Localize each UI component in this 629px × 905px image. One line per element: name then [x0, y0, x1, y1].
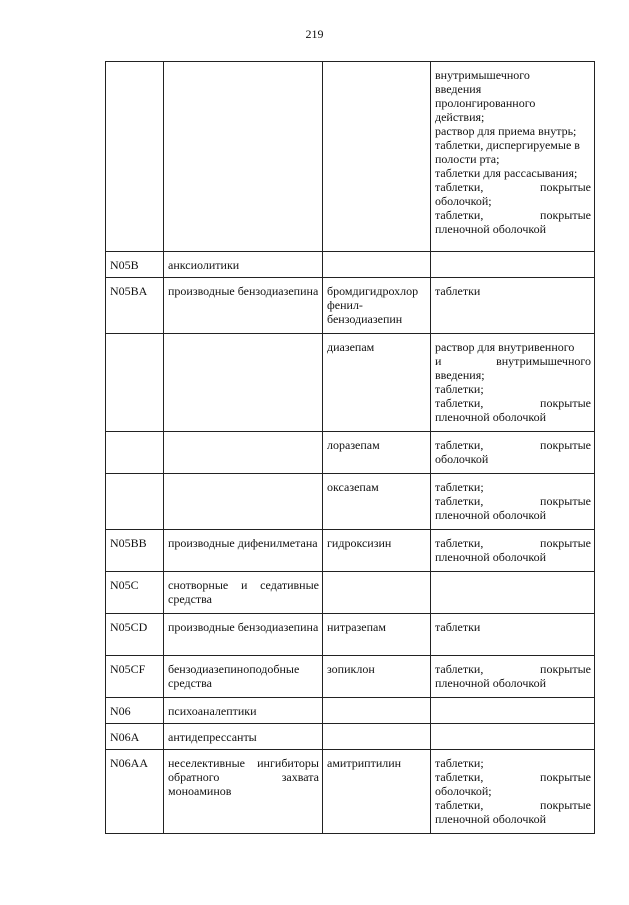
dosage-form-line: пролонгированного	[435, 96, 536, 110]
atc-code-cell	[106, 62, 164, 252]
drug-name-cell: лоразепам	[323, 432, 431, 474]
dosage-form-cell	[431, 474, 595, 530]
atc-code-cell: N05CD	[106, 614, 164, 656]
group-cell	[164, 334, 323, 432]
dosage-form-cell	[431, 698, 595, 724]
dosage-form-line: раствор для внутривенного	[435, 340, 575, 354]
dosage-form-line: таблетки, покрытые	[435, 536, 591, 550]
dosage-form-line: пленочной оболочкой	[435, 410, 547, 424]
dosage-form-cell	[431, 252, 595, 278]
group-cell: анксиолитики	[164, 252, 323, 278]
dosage-form-line: оболочкой;	[435, 194, 492, 208]
atc-code-cell: N05B	[106, 252, 164, 278]
dosage-form-line: таблетки, покрытые	[435, 798, 591, 812]
dosage-form-line: раствор для приема внутрь;	[435, 124, 577, 138]
atc-code-cell: N05BA	[106, 278, 164, 334]
dosage-form-cell	[431, 656, 595, 698]
drug-name-cell: нитразепам	[323, 614, 431, 656]
drug-name-cell: диазепам	[323, 334, 431, 432]
drug-name-cell: бромдигидрохлор фенил-бензодиазепин	[323, 278, 431, 334]
dosage-form-cell	[431, 724, 595, 750]
table-row	[106, 474, 595, 530]
dosage-form-cell	[431, 572, 595, 614]
drug-name-cell: амитриптилин	[323, 750, 431, 834]
dosage-form-line: таблетки;	[435, 756, 484, 770]
dosage-form-line: таблетки;	[435, 480, 484, 494]
dosage-form-cell	[431, 278, 595, 334]
dosage-form-line: оболочкой;	[435, 784, 492, 798]
atc-code-cell: N05BB	[106, 530, 164, 572]
group-cell: производные бензодиазепина	[164, 614, 323, 656]
drug-name-cell	[323, 62, 431, 252]
dosage-form-cell	[431, 530, 595, 572]
dosage-form-line: таблетки, покрытые	[435, 208, 591, 222]
table-row	[106, 432, 595, 474]
table-row	[106, 278, 595, 334]
dosage-form-line: и внутримышечного	[435, 354, 591, 368]
group-cell: производные бензодиазепина	[164, 278, 323, 334]
dosage-form-line: таблетки;	[435, 382, 484, 396]
dosage-form-line: таблетки, покрытые	[435, 770, 591, 784]
atc-code-cell: N06AA	[106, 750, 164, 834]
dosage-form-line: введения;	[435, 368, 485, 382]
table-row	[106, 62, 595, 252]
atc-code-cell	[106, 334, 164, 432]
table-row	[106, 750, 595, 834]
dosage-form-line: таблетки, покрытые	[435, 662, 591, 676]
page-number: 219	[305, 27, 324, 41]
dosage-form-cell	[431, 62, 595, 252]
atc-code-cell	[106, 474, 164, 530]
group-cell: бензодиазепиноподобные средства	[164, 656, 323, 698]
dosage-form-line: пленочной оболочкой	[435, 508, 547, 522]
dosage-form-line: действия;	[435, 110, 485, 124]
table-row	[106, 614, 595, 656]
dosage-form-line: таблетки, покрытые	[435, 438, 591, 452]
drug-name-cell: гидроксизин	[323, 530, 431, 572]
drug-name-cell: оксазепам	[323, 474, 431, 530]
group-cell: производные дифенилметана	[164, 530, 323, 572]
table-row	[106, 334, 595, 432]
dosage-form-line: таблетки, покрытые	[435, 180, 591, 194]
dosage-form-line: таблетки	[435, 284, 481, 298]
table-row	[106, 656, 595, 698]
group-cell: снотворные и седативные средства	[164, 572, 323, 614]
table-row	[106, 530, 595, 572]
drug-name-cell	[323, 724, 431, 750]
dosage-form-cell	[431, 334, 595, 432]
group-cell: психоаналептики	[164, 698, 323, 724]
dosage-form-line: пленочной оболочкой	[435, 676, 547, 690]
atc-code-cell	[106, 432, 164, 474]
table-row	[106, 698, 595, 724]
group-cell	[164, 432, 323, 474]
table-row	[106, 572, 595, 614]
dosage-form-cell	[431, 432, 595, 474]
table-row	[106, 724, 595, 750]
atc-code-cell: N06A	[106, 724, 164, 750]
dosage-form-line: введения	[435, 82, 482, 96]
atc-code-cell: N05CF	[106, 656, 164, 698]
atc-code-cell: N05C	[106, 572, 164, 614]
dosage-form-cell	[431, 614, 595, 656]
dosage-form-cell	[431, 750, 595, 834]
dosage-form-line: таблетки, диспергируемые в	[435, 138, 580, 152]
dosage-form-line: таблетки	[435, 620, 481, 634]
dosage-form-line: таблетки для рассасывания;	[435, 166, 578, 180]
drug-name-cell	[323, 698, 431, 724]
dosage-form-line: пленочной оболочкой	[435, 222, 547, 236]
table-row	[106, 252, 595, 278]
drug-name-cell: зопиклон	[323, 656, 431, 698]
group-cell	[164, 474, 323, 530]
dosage-form-line: пленочной оболочкой	[435, 550, 547, 564]
dosage-form-line: внутримышечного	[435, 68, 530, 82]
atc-code-cell: N06	[106, 698, 164, 724]
group-cell: неселективные ингибиторы обратного захвата моноаминов	[164, 750, 323, 834]
dosage-form-line: таблетки, покрытые	[435, 494, 591, 508]
group-cell: антидепрессанты	[164, 724, 323, 750]
dosage-form-line: полости рта;	[435, 152, 500, 166]
dosage-form-line: оболочкой	[435, 452, 489, 466]
group-cell	[164, 62, 323, 252]
drug-name-cell	[323, 252, 431, 278]
drug-table	[105, 61, 595, 834]
dosage-form-line: пленочной оболочкой	[435, 812, 547, 826]
drug-name-cell	[323, 572, 431, 614]
dosage-form-line: таблетки, покрытые	[435, 396, 591, 410]
